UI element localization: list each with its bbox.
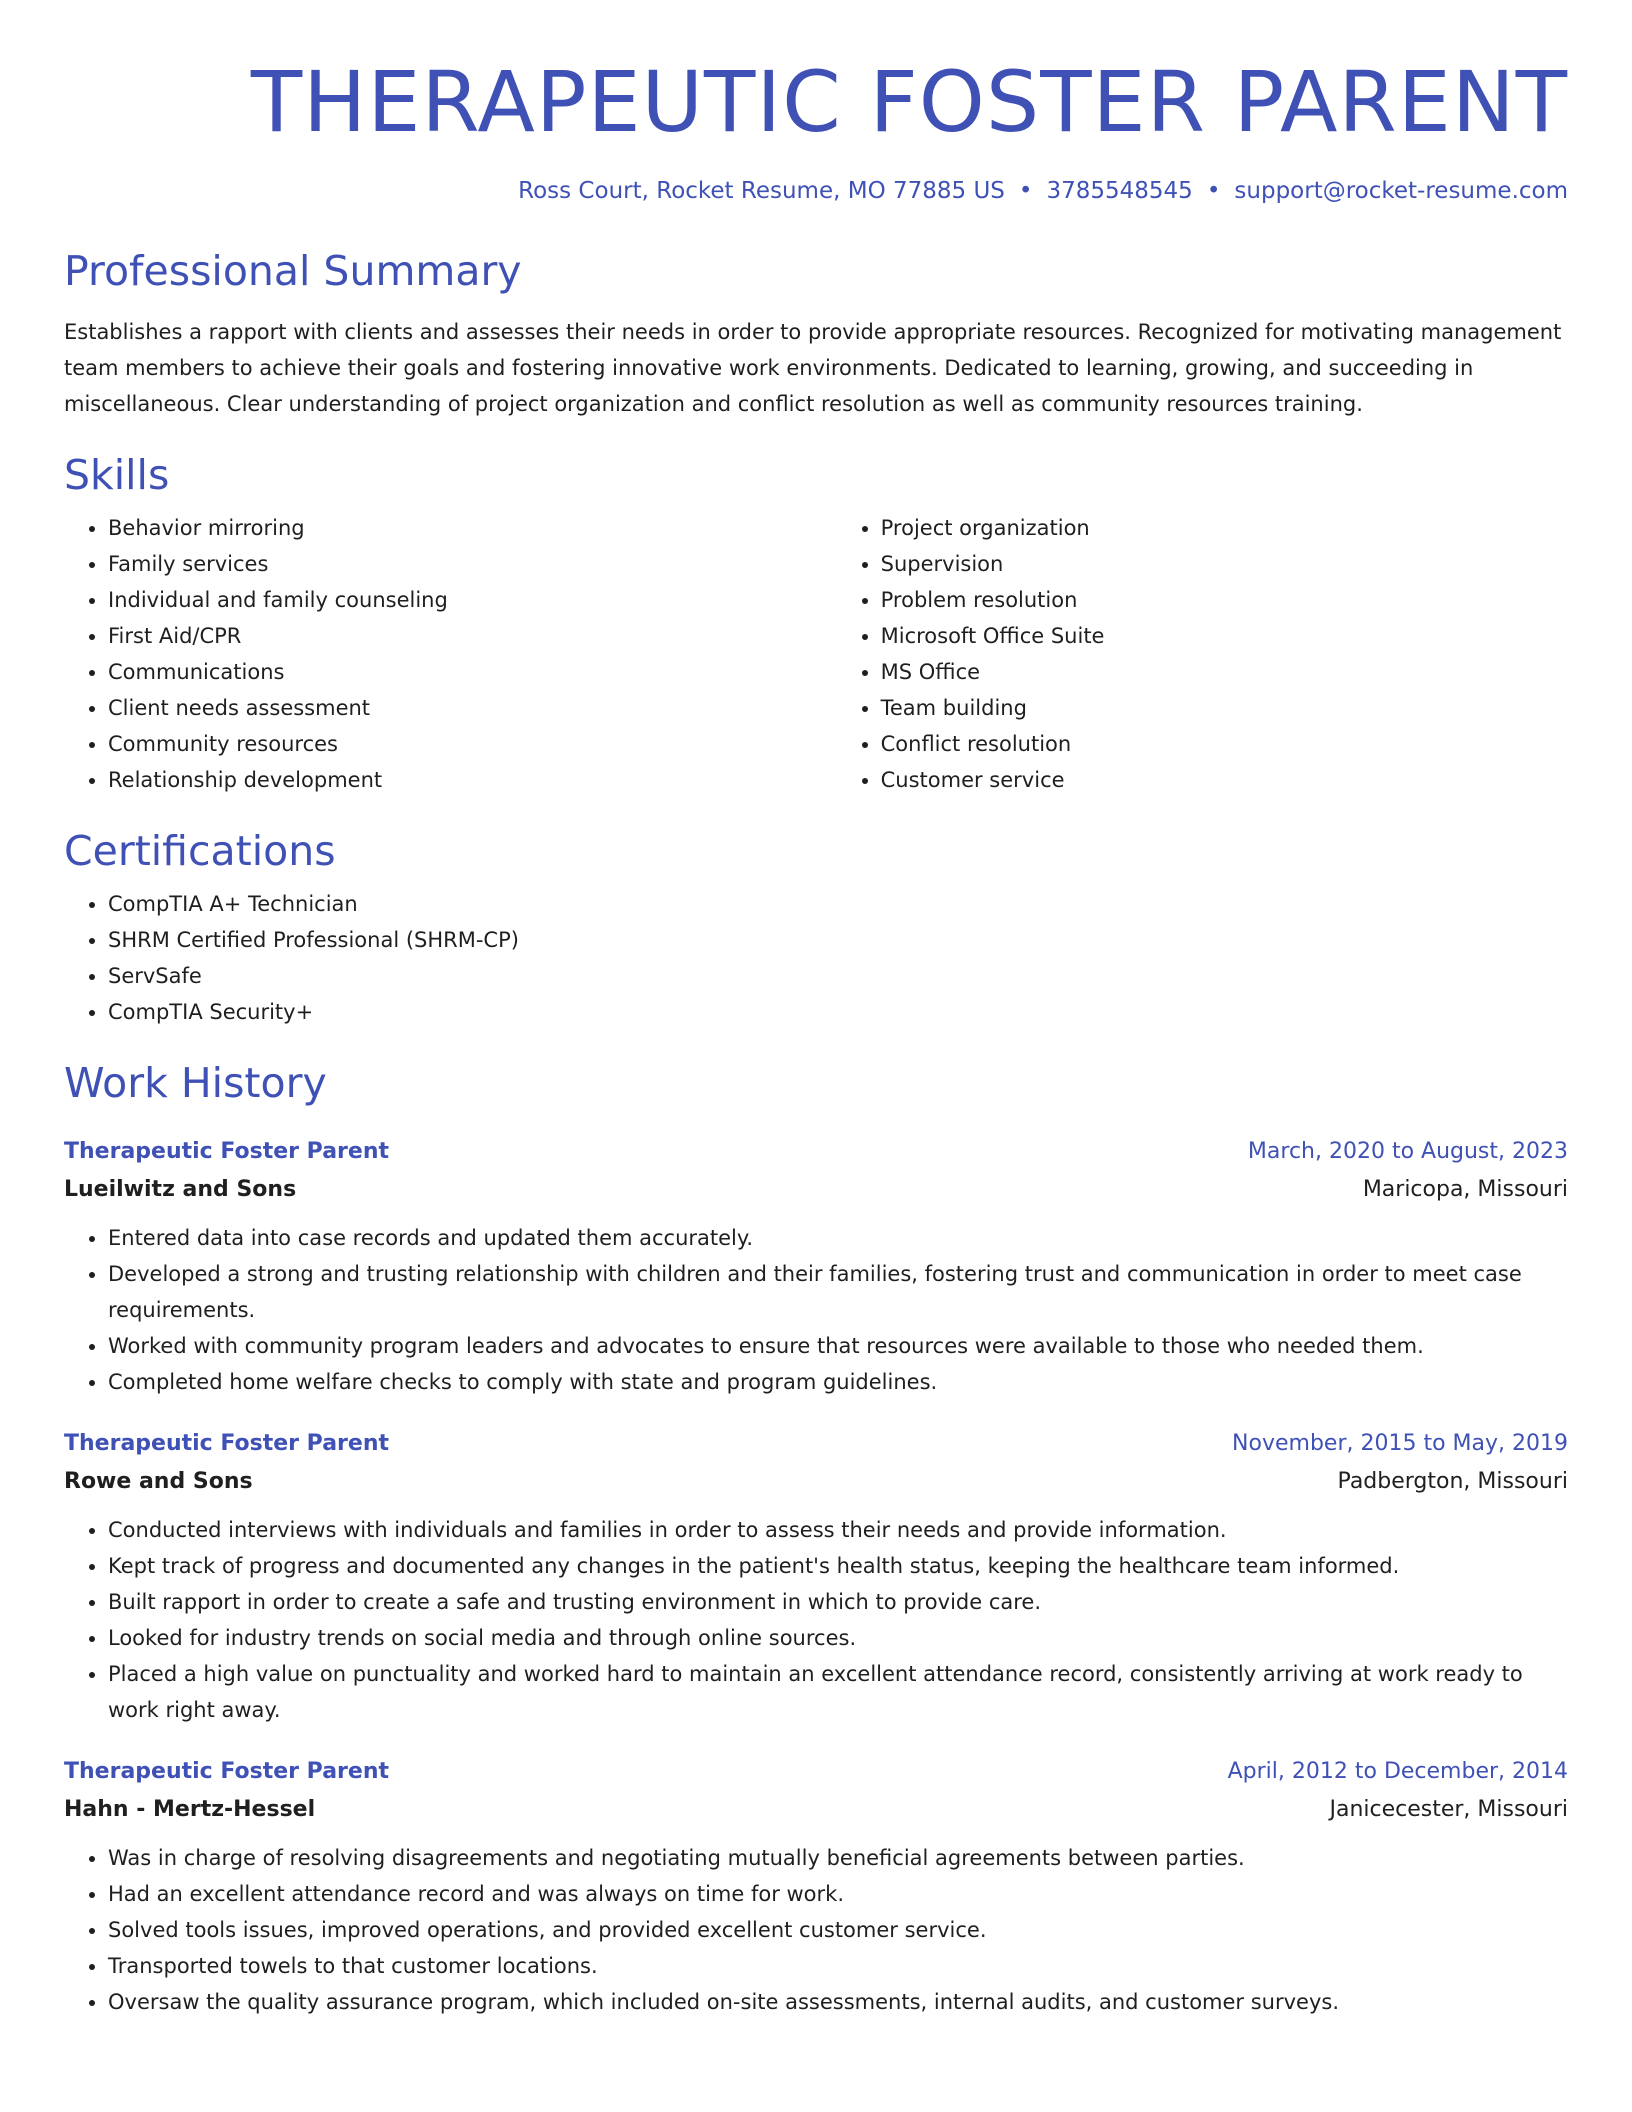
skill-item: • Conflict resolution — [881, 726, 1568, 762]
job-duties — [64, 1840, 1568, 2020]
job-duties — [64, 1512, 1568, 1728]
skills-list-right — [837, 510, 1568, 798]
job-duty: • Solved tools issues, improved operations, and provided excellent customer service. — [108, 1912, 1568, 1948]
skill-item: • Problem resolution — [881, 582, 1568, 618]
job-subheader — [64, 1790, 1568, 1830]
skill-item: • Communications — [108, 654, 837, 690]
contact-email[interactable]: support@rocket-resume.com — [1234, 178, 1568, 204]
certifications-list — [64, 886, 1568, 1030]
job-company: Lueilwitz and Sons — [64, 1177, 297, 1202]
certification-item: • CompTIA A+ Technician — [108, 886, 1568, 922]
job-subheader — [64, 1170, 1568, 1210]
job-duty: • Transported towels to that customer locations. — [108, 1948, 1568, 1984]
skill-item: • Behavior mirroring — [108, 510, 837, 546]
skills-grid — [64, 510, 1568, 798]
skill-item: • Microsoft Office Suite — [881, 618, 1568, 654]
skill-item: • Team building — [881, 690, 1568, 726]
skill-item: • Project organization — [881, 510, 1568, 546]
certification-item: • ServSafe — [108, 958, 1568, 994]
job-header — [64, 1754, 1568, 1790]
skill-item: • Client needs assessment — [108, 690, 837, 726]
job-title: Therapeutic Foster Parent — [64, 1431, 389, 1456]
contact-phone: 3785548545 — [1046, 178, 1193, 204]
job-company: Hahn - Mertz-Hessel — [64, 1797, 316, 1822]
job-duty: • Looked for industry trends on social media and through online sources. — [108, 1620, 1568, 1656]
resume-name: THERAPEUTIC FOSTER PARENT — [250, 53, 1568, 151]
contact-line — [64, 176, 1568, 206]
job-duty: • Developed a strong and trusting relationship with children and their families, fostering trust and communication in order to meet case requirements. — [108, 1256, 1568, 1328]
job-duty: • Was in charge of resolving disagreements and negotiating mutually beneficial agreements between parties. — [108, 1840, 1568, 1876]
job-duty: • Conducted interviews with individuals and families in order to assess their needs and provide information. — [108, 1512, 1568, 1548]
job-duty: • Worked with community program leaders and advocates to ensure that resources were available to those who needed them. — [108, 1328, 1568, 1364]
skill-item: • Customer service — [881, 762, 1568, 798]
job-duty: • Kept track of progress and documented any changes in the patient's health status, keeping the healthcare team informed. — [108, 1548, 1568, 1584]
skill-item: • Individual and family counseling — [108, 582, 837, 618]
contact-separator: • — [1206, 178, 1221, 204]
job-entry — [64, 1754, 1568, 2020]
contact-separator: • — [1018, 178, 1033, 204]
certifications-heading: Certifications — [64, 827, 336, 875]
summary-text: Establishes a rapport with clients and assesses their needs in order to provide appropriate resources. Recognized for motivating management team members to achieve their goals and fostering innovative work environments. Dedicated to learning, growing, and succeeding in miscellaneous. Clear understanding of project organization and conflict resolution as well as community resources training. — [64, 320, 1562, 416]
skill-item: • Family services — [108, 546, 837, 582]
job-duties — [64, 1220, 1568, 1400]
job-duty: • Had an excellent attendance record and was always on time for work. — [108, 1876, 1568, 1912]
skill-item: • Relationship development — [108, 762, 837, 798]
job-duty: • Placed a high value on punctuality and worked hard to maintain an excellent attendance record, consistently arriving at work ready to work right away. — [108, 1656, 1568, 1728]
job-duty: • Built rapport in order to create a safe and trusting environment in which to provide care. — [108, 1584, 1568, 1620]
certification-item: • CompTIA Security+ — [108, 994, 1568, 1030]
work-history-heading: Work History — [64, 1059, 327, 1107]
job-duty: • Completed home welfare checks to comply with state and program guidelines. — [108, 1364, 1568, 1400]
job-dates: November, 2015 to May, 2019 — [1232, 1431, 1568, 1456]
certification-item: • SHRM Certified Professional (SHRM-CP) — [108, 922, 1568, 958]
job-subheader — [64, 1462, 1568, 1502]
job-title: Therapeutic Foster Parent — [64, 1759, 389, 1784]
job-dates: March, 2020 to August, 2023 — [1247, 1139, 1568, 1164]
skill-item: • First Aid/CPR — [108, 618, 837, 654]
summary-heading: Professional Summary — [64, 247, 522, 295]
job-company: Rowe and Sons — [64, 1469, 253, 1494]
job-header — [64, 1426, 1568, 1462]
skill-item: • Supervision — [881, 546, 1568, 582]
skill-item: • MS Office — [881, 654, 1568, 690]
job-location: Maricopa, Missouri — [1362, 1177, 1568, 1202]
skills-heading: Skills — [64, 451, 170, 499]
job-entry — [64, 1134, 1568, 1400]
job-title: Therapeutic Foster Parent — [64, 1139, 389, 1164]
job-duty: • Entered data into case records and updated them accurately. — [108, 1220, 1568, 1256]
skill-item: • Community resources — [108, 726, 837, 762]
job-location: Janicecester, Missouri — [1329, 1797, 1568, 1822]
job-dates: April, 2012 to December, 2014 — [1227, 1759, 1568, 1784]
job-header — [64, 1134, 1568, 1170]
job-entry — [64, 1426, 1568, 1728]
skills-list-left — [64, 510, 837, 798]
job-location: Padbergton, Missouri — [1337, 1469, 1568, 1494]
job-duty: • Oversaw the quality assurance program, which included on-site assessments, internal audits, and customer surveys. — [108, 1984, 1568, 2020]
contact-address: Ross Court, Rocket Resume, MO 77885 US — [518, 178, 1005, 204]
